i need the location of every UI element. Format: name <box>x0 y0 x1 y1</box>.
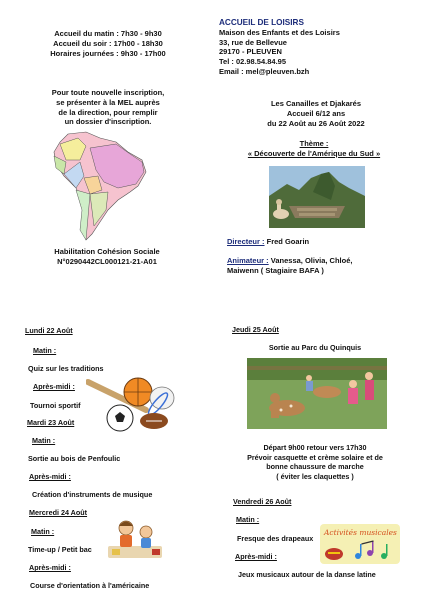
music-badge-label: Activités musicales <box>324 528 397 537</box>
animator-label: Animateur : <box>227 255 269 265</box>
registration-line: se présenter à la MEL auprès <box>56 97 160 107</box>
registration-line: Pour toute nouvelle inscription, <box>51 88 165 97</box>
director-line <box>227 237 417 247</box>
south-america-map <box>46 130 154 242</box>
day-thursday: Jeudi 25 Août <box>232 325 279 334</box>
tuesday-afternoon: Création d'instruments de musique <box>32 490 153 499</box>
wednesday-afternoon-label: Après-midi : <box>29 563 71 572</box>
wednesday-afternoon: Course d'orientation à l'américaine <box>30 581 150 590</box>
wednesday-morning-label: Matin : <box>31 527 55 536</box>
monday-morning-label: Matin : <box>33 346 57 355</box>
hours-block <box>18 29 198 58</box>
tuesday-morning: Sortie au bois de Penfoulic <box>28 454 121 463</box>
friday-morning: Fresque des drapeaux <box>237 534 314 543</box>
license-number: N°0290442CL000121-21-A01 <box>57 256 157 266</box>
music-notes-icon <box>320 538 400 564</box>
director-name: Fred Goarin <box>266 237 310 246</box>
wednesday-morning: Time-up / Petit bac <box>28 545 92 554</box>
registration-note <box>18 88 198 127</box>
hours-days: Horaires journées : 9h30 - 17h00 <box>50 48 166 58</box>
thursday-info-line: ( éviter les claquettes ) <box>276 471 354 481</box>
session-dates: du 22 Août au 26 Août 2022 <box>267 118 365 128</box>
day-tuesday: Mardi 23 Août <box>27 418 75 427</box>
hours-morning: Accueil du matin : 7h30 - 9h30 <box>54 29 162 38</box>
session-age: Accueil 6/12 ans <box>286 108 346 118</box>
tuesday-morning-label: Matin : <box>32 436 56 445</box>
machu-picchu-photo <box>269 166 365 228</box>
center-title: ACCUEIL DE LOISIRS <box>219 18 304 27</box>
day-friday: Vendredi 26 Août <box>233 497 292 506</box>
thursday-info <box>230 443 400 481</box>
theme-title: « Découverte de l'Amérique du Sud » <box>247 148 381 158</box>
friday-afternoon-label: Après-midi : <box>235 552 277 561</box>
license-title: Habilitation Cohésion Sociale <box>54 247 160 256</box>
tuesday-afternoon-label: Après-midi : <box>29 472 71 481</box>
director-label: Directeur : <box>227 237 265 246</box>
license-block <box>22 247 192 267</box>
animators-names: Vanessa, Olivia, Chloé, <box>270 255 353 265</box>
registration-line: un dossier d'inscription. <box>64 117 152 127</box>
monday-afternoon: Tournoi sportif <box>30 401 81 410</box>
center-email: Email : mel@pleuven.bzh <box>219 66 310 76</box>
thursday-info-line: Départ 9h00 retour vers 17h30 <box>263 443 367 452</box>
kids-crafts-illustration <box>106 516 164 560</box>
friday-afternoon: Jeux musicaux autour de la danse latine <box>238 570 376 579</box>
hours-evening: Accueil du soir : 17h00 - 18h30 <box>53 38 163 48</box>
session-info <box>236 99 396 128</box>
day-wednesday: Mercredi 24 Août <box>29 508 88 517</box>
monday-morning: Quiz sur les traditions <box>28 364 104 373</box>
day-monday: Lundi 22 Août <box>25 326 73 335</box>
theme-label: Thème : <box>299 139 329 148</box>
thursday-info-line: bonne chaussure de marche <box>266 462 364 472</box>
music-activities-badge <box>320 524 400 564</box>
friday-morning-label: Matin : <box>236 515 260 524</box>
center-street: 33, rue de Bellevue <box>219 37 287 47</box>
monday-afternoon-label: Après-midi : <box>33 382 75 391</box>
center-address <box>219 18 409 77</box>
theme-block <box>214 139 414 159</box>
center-name: Maison des Enfants et des Loisirs <box>219 27 340 37</box>
animators-names-2: Maiwenn ( Stagiaire BAFA ) <box>227 265 324 275</box>
animator-line <box>227 256 417 266</box>
center-city: 29170 - PLEUVEN <box>219 47 282 57</box>
center-phone: Tel : 02.98.54.84.95 <box>219 57 286 67</box>
session-group: Les Canailles et Djakarés <box>270 99 362 108</box>
registration-line: de la direction, pour remplir <box>58 107 158 117</box>
sports-balls-illustration <box>86 374 180 434</box>
thursday-info-line: Prévoir casquette et crème solaire et de <box>247 452 383 462</box>
staff-block <box>227 237 417 275</box>
deer-park-photo <box>247 358 387 429</box>
thursday-outing: Sortie au Parc du Quinquis <box>268 343 362 352</box>
